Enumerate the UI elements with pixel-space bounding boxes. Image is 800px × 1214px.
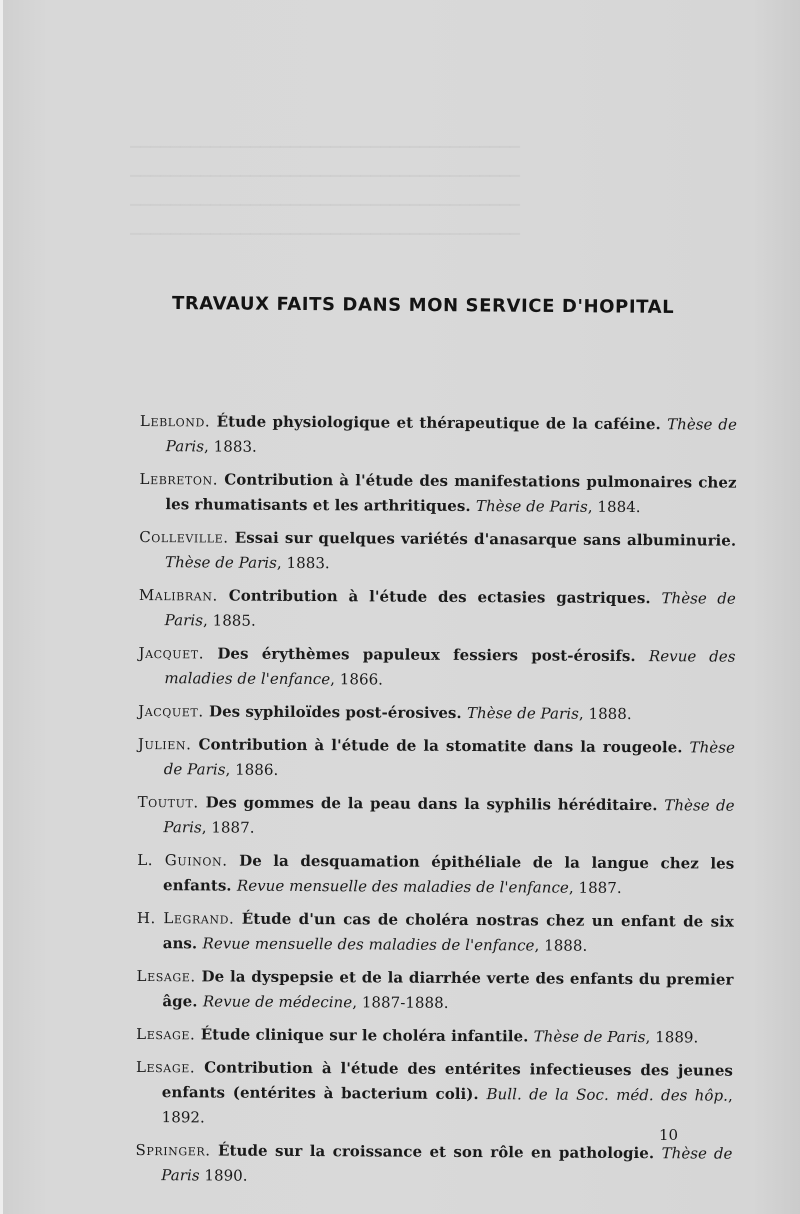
- entry-author: Jacquet.: [138, 701, 204, 721]
- entry-title: De la desquamation épithéliale de la langue chez les enfants.: [163, 851, 735, 895]
- entry-title: Étude clinique sur le choléra infantile.: [200, 1025, 529, 1046]
- entry-title: Contribution à l'étude des manifestations pulmonaires chez les rhumatisants et les arthritiques.: [165, 470, 737, 516]
- entry-source: Thèse de Paris: [475, 497, 588, 516]
- entry-source: Thèse de Paris: [165, 415, 737, 456]
- bleed-through-text: ▔▔▔▔▔▔▔▔▔▔▔▔▔▔▔▔▔▔▔▔▔▔▔▔▔▔▔▔▔▔▔▔▔▔▔▔▔▔▔ ▔▔▔▔▔▔▔▔▔▔▔▔▔▔▔▔▔▔▔▔▔▔▔▔▔▔▔▔▔▔▔▔▔▔▔▔▔▔▔ ▔▔▔▔▔▔▔▔▔▔▔▔▔▔▔▔▔▔▔▔▔▔▔▔▔▔▔▔▔▔▔▔▔▔▔▔▔▔▔ ▔▔▔▔▔▔▔▔▔▔▔▔▔▔▔▔▔▔▔▔▔▔▔▔▔▔▔▔▔▔▔▔▔▔▔▔▔▔▔: [130, 147, 520, 249]
- bibliography-list: [135, 409, 737, 1200]
- entry-source: Revue des maladies de l'enfance: [164, 647, 736, 689]
- bibliography-entry: [139, 467, 736, 521]
- entry-date: , 1883.: [276, 553, 330, 573]
- entry-author: Jacquet.: [138, 643, 205, 663]
- bibliography-entry: [138, 699, 735, 728]
- bibliography-entry: [137, 790, 734, 844]
- page-number: 10: [659, 1126, 679, 1144]
- entry-source: Thèse de Paris: [163, 738, 735, 779]
- entry-date: , 1889.: [645, 1028, 699, 1047]
- entry-title: Des gommes de la peau dans la syphilis héréditaire.: [205, 793, 658, 815]
- entry-date: 1890.: [199, 1166, 248, 1185]
- entry-date: , 1888.: [578, 704, 632, 724]
- page-edge: [0, 0, 3, 1214]
- entry-date: , 1887-1888.: [352, 993, 449, 1012]
- entry-source: Thèse de Paris: [533, 1027, 646, 1047]
- entry-author: Malibran.: [138, 585, 218, 605]
- entry-title: Des syphiloïdes post-érosives.: [208, 702, 462, 722]
- entry-source: Revue mensuelle des maladies de l'enfance: [202, 934, 535, 955]
- entry-source: Thèse de Paris: [164, 589, 736, 630]
- entry-title: Étude d'un cas de choléra nostras chez un enfant de six ans.: [162, 909, 734, 953]
- entry-title: Contribution à l'étude des ectasies gastriques.: [228, 586, 651, 608]
- entry-date: , 1888.: [534, 936, 588, 955]
- entry-title: Étude sur la croissance et son rôle en pathologie.: [218, 1141, 655, 1163]
- section-heading: TRAVAUX FAITS DANS MON SERVICE D'HOPITAL: [171, 293, 675, 318]
- entry-author: Lesage.: [136, 966, 196, 986]
- bibliography-entry: [139, 525, 736, 579]
- entry-source: Thèse de Paris: [161, 1144, 733, 1185]
- entry-date: , 1886.: [225, 760, 279, 779]
- entry-date: , 1866.: [330, 670, 384, 689]
- entry-author: Julien.: [137, 734, 192, 754]
- entry-date: , 1887.: [201, 818, 255, 837]
- entry-date: , 1887.: [568, 878, 622, 897]
- bibliography-entry: [136, 1022, 733, 1051]
- entry-author: Leblond.: [139, 411, 211, 431]
- bibliography-entry: [140, 409, 737, 463]
- bibliography-entry: [138, 732, 735, 786]
- bibliography-entry: [137, 848, 734, 902]
- entry-date: , 1883.: [203, 437, 257, 456]
- entry-author: L. Guinon.: [137, 850, 228, 870]
- entry-author: Lebreton.: [139, 469, 219, 489]
- entry-title: Étude physiologique et thérapeutique de la caféine.: [216, 412, 661, 434]
- entry-source: Revue de médecine: [202, 992, 353, 1012]
- bibliography-entry: [135, 1138, 732, 1192]
- entry-title: Des érythèmes papuleux fessiers post-érosifs.: [217, 644, 636, 666]
- entry-author: Springer.: [135, 1140, 211, 1160]
- entry-author: Lesage.: [136, 1024, 196, 1044]
- entry-title: Contribution à l'étude des entérites infectieuses des jeunes enfants (entérites à bacterium coli).: [161, 1058, 734, 1104]
- entry-author: Colleville.: [139, 527, 229, 547]
- entry-date: , 1892.: [161, 1086, 733, 1127]
- entry-author: Toutut.: [137, 792, 199, 812]
- entry-date: , 1885.: [202, 611, 256, 630]
- entry-title: De la dyspepsie et de la diarrhée verte des enfants du premier âge.: [162, 967, 734, 1011]
- entry-title: Contribution à l'étude de la stomatite dans la rougeole.: [198, 735, 683, 757]
- bibliography-entry: [136, 1055, 733, 1134]
- bibliography-entry: [136, 964, 733, 1018]
- entry-source: Bull. de la Soc. méd. des hôp.: [486, 1085, 729, 1105]
- bibliography-entry: [139, 583, 736, 637]
- entry-author: Lesage.: [135, 1057, 196, 1077]
- bibliography-entry: [138, 641, 735, 695]
- entry-date: , 1884.: [587, 497, 641, 517]
- entry-source: Thèse de Paris: [165, 553, 277, 572]
- entry-title: Essai sur quelques variétés d'anasarque sans albuminurie.: [234, 528, 737, 550]
- entry-source: Thèse de Paris: [466, 704, 579, 723]
- bibliography-entry: [137, 906, 734, 960]
- entry-author: H. Legrand.: [136, 908, 235, 928]
- entry-source: Revue mensuelle des maladies de l'enfance: [236, 876, 569, 897]
- entry-source: Thèse de Paris: [163, 796, 735, 837]
